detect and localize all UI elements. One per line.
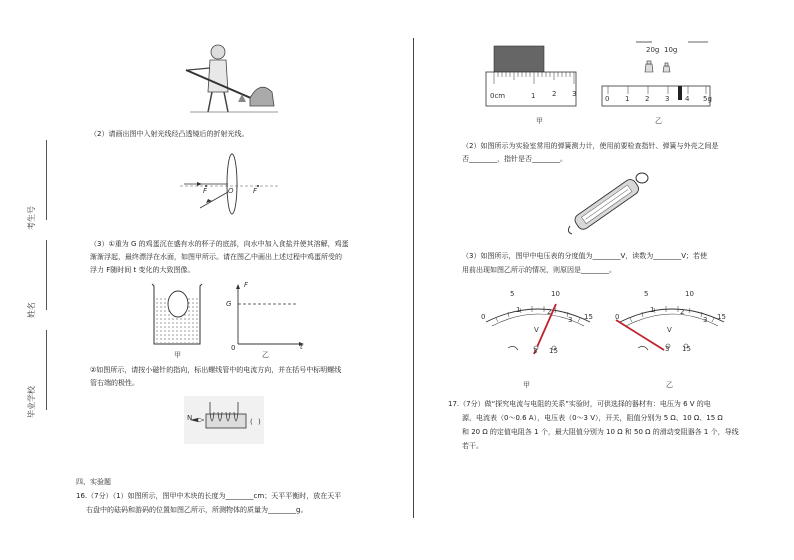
scale-label-1: 1 — [625, 95, 630, 103]
weight-20g: 20g — [646, 46, 660, 54]
left-q3-2-line1: ②如图所示，请按小磁针的指向，标出螺线管中的电流方向，并在括号中标明螺线 — [90, 366, 342, 374]
left-q3-line2: 渐渐浮起，最终漂浮在水面，如图甲所示。请在图乙中画出上述过程中鸡蛋所受的 — [90, 253, 342, 261]
meter-jia-top-10: 10 — [551, 290, 560, 298]
graph-axis-f: F — [244, 281, 249, 289]
meter-yi-terminal-15: 15 — [682, 345, 691, 353]
meter-jia-top-5: 5 — [510, 290, 515, 298]
meter-jia-2: 2 — [547, 308, 552, 316]
left-q3-line3: 浮力 F随时间 t 变化的大致图像。 — [90, 266, 195, 274]
magnet-n-label: N — [187, 414, 193, 422]
left-q16-line2: 右盘中的砝码和游码的位置如图乙所示，所测物体的质量为________g。 — [86, 506, 308, 514]
ruler-label-0: 0cm — [490, 92, 506, 100]
left-q3-line1: （3）①重为 G 的鸡蛋沉在盛有水的杯子的底部，向水中加入食盐并使其溶解，鸡蛋 — [90, 240, 349, 248]
right-q3-line2: 用前出现如图乙所示的情况，则原因是________。 — [462, 266, 616, 274]
meter-yi-0: 0 — [615, 313, 620, 321]
meter-yi-terminal-3: 3 — [665, 345, 670, 353]
meter-jia-caption: 甲 — [523, 381, 530, 389]
meter-jia-v: V — [534, 326, 539, 334]
meter-jia-3: 3 — [568, 316, 573, 324]
balance-caption: 乙 — [655, 117, 662, 125]
meter-jia-terminal-3: 3 — [533, 347, 538, 355]
voltmeter-yi — [612, 290, 732, 364]
meter-yi-3: 3 — [703, 316, 708, 324]
scale-label-0: 0 — [605, 95, 610, 103]
meter-jia-terminal-15: 15 — [549, 347, 558, 355]
left-q2-text: （2）请画出图中入射光线经凸透镜后的折射光线。 — [90, 130, 249, 138]
lens-focus-right: F — [253, 187, 258, 195]
school-label: 毕业学校 — [27, 386, 36, 418]
convex-lens-diagram — [180, 152, 280, 216]
sidebar-line-top — [46, 140, 47, 220]
graph-axis-g: G — [226, 300, 232, 308]
meter-yi-1: 1 — [650, 306, 655, 314]
svg-text:(: ( — [250, 418, 253, 426]
name-label: 姓名 — [27, 302, 36, 318]
meter-jia-0: 0 — [481, 313, 486, 321]
column-divider — [413, 38, 414, 518]
meter-jia-1: 1 — [516, 306, 521, 314]
left-q16-line1: 16.（7分）（1）如图所示，图甲中木块的长度为________cm；天平平衡时，放在天平 — [76, 492, 342, 500]
ruler-label-3: 3 — [572, 90, 577, 98]
graph-axis-t: t — [300, 343, 303, 351]
buoyancy-graph — [226, 284, 306, 348]
lens-focus-left: F — [203, 187, 208, 195]
beaker-caption: 甲 — [174, 351, 181, 359]
right-q17-line4: 若干。 — [462, 442, 483, 450]
meter-yi-2: 2 — [680, 308, 685, 316]
meter-yi-15: 15 — [717, 313, 726, 321]
graph-caption: 乙 — [262, 351, 269, 359]
ruler-label-2: 2 — [552, 90, 557, 98]
sidebar-line-bottom — [46, 330, 47, 410]
scale-label-4: 4 — [685, 95, 690, 103]
ruler-label-1: 1 — [531, 92, 536, 100]
right-q2-line1: （2）如图所示为实验室常用的弹簧测力计，使用前要检查指针、弹簧与外壳之间是 — [462, 142, 719, 150]
svg-text:): ) — [258, 418, 261, 426]
meter-yi-caption: 乙 — [666, 381, 673, 389]
right-q17-line3: 和 20 Ω 的定值电阻各 1 个，最大阻值分别为 10 Ω 和 50 Ω 的滑动变阻器各 1 个，导线 — [462, 428, 739, 436]
scale-label-5: 5g — [703, 95, 712, 103]
meter-jia-15: 15 — [584, 313, 593, 321]
sidebar-line-mid — [46, 240, 47, 310]
graph-origin: 0 — [231, 344, 236, 352]
scale-label-3: 3 — [665, 95, 670, 103]
weight-10g: 10g — [664, 46, 678, 54]
section4-title: 四、实验题 — [76, 478, 111, 486]
meter-yi-top-10: 10 — [685, 290, 694, 298]
ruler-caption: 甲 — [536, 117, 543, 125]
meter-yi-top-5: 5 — [644, 290, 649, 298]
meter-yi-v: V — [667, 326, 672, 334]
right-q17-line2: 源，电流表（0～0.6 A），电压表（0～3 V），开关，阻值分别为 5 Ω、10 Ω、15 Ω — [462, 414, 723, 422]
exam-number-label: 考生号 — [27, 206, 36, 230]
right-q2-line2: 否________，指针是否________。 — [462, 155, 567, 163]
scale-label-2: 2 — [645, 95, 650, 103]
lens-center-label: O — [228, 187, 234, 195]
right-q17-line1: 17.（7分）做“探究电流与电阻的关系”实验时，可供选择的器材有：电压为 6 V 的电 — [448, 400, 711, 408]
right-q3-line1: （3）如图所示，图甲中电压表的分度值为________V，读数为________V；若使 — [462, 252, 708, 260]
beaker-egg-figure — [148, 282, 208, 348]
left-q3-2-line2: 管右端的极性。 — [90, 379, 139, 387]
lever-illustration — [180, 40, 280, 118]
solenoid-figure — [184, 396, 264, 444]
spring-scale-figure — [562, 170, 652, 236]
